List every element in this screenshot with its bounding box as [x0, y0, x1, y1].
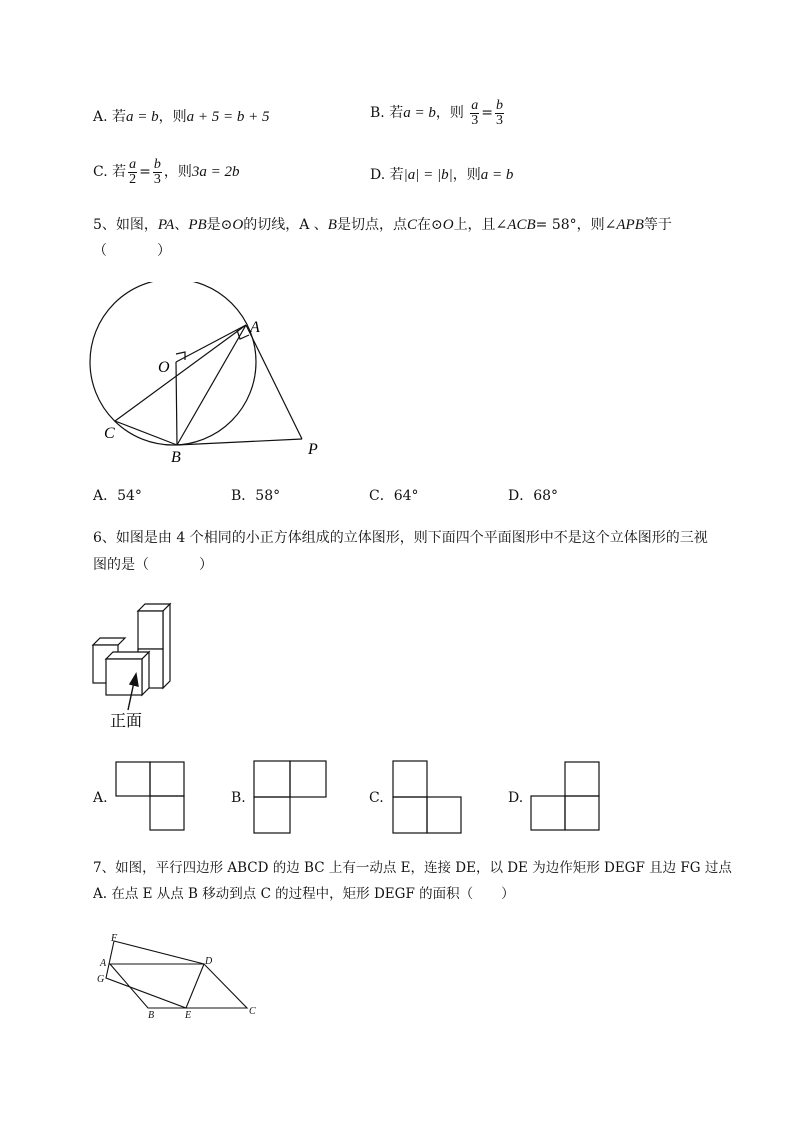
- label-p: P: [308, 441, 318, 458]
- fraction-a-over-3: $\frac{a}{3}$: [471, 97, 479, 128]
- q5-circle-tangent-figure: [88, 282, 338, 467]
- label-g: G: [97, 974, 105, 985]
- rectangle-degf: [106, 941, 204, 1008]
- segment-cb: [115, 421, 177, 445]
- q5-option-b: B．58°: [231, 488, 281, 504]
- label-a: A: [250, 319, 260, 336]
- right-angle-mark-o: [176, 352, 185, 360]
- label-d: D: [205, 956, 213, 967]
- q5-option-d: D．68°: [508, 488, 559, 504]
- q7-parallelogram-rectangle-figure: [92, 928, 267, 1023]
- q6-option-c-figure: [391, 759, 465, 835]
- label-f: F: [111, 933, 118, 944]
- q4-option-b: B. 若a = b，则 $\frac{a}{3}$ = $\frac{b}{3}$: [370, 97, 504, 128]
- q5-option-a: A．54°: [93, 488, 142, 504]
- q4-option-d: D. 若|a| = |b|，则a = b: [370, 167, 514, 183]
- tangent-pa: [246, 325, 302, 439]
- label-b7: B: [148, 1010, 155, 1021]
- q5-stem: 5、如图，PA、PB是⊙O的切线，A 、B是切点，点C在⊙O上，且∠ACB= 58°，则∠APB等于: [93, 217, 672, 233]
- q6-option-c-label: C.: [369, 790, 384, 806]
- q6-option-b-label: B.: [231, 790, 246, 806]
- q5-answer-paren: （ ）: [93, 243, 171, 259]
- q4-option-a: A. 若a = b，则a + 5 = b + 5: [93, 109, 270, 125]
- q6-stem-line2: 图的是（ ）: [93, 557, 213, 573]
- label-o: O: [158, 359, 170, 376]
- q6-option-d-label: D.: [508, 790, 524, 806]
- q7-stem-line2: A. 在点 E 从点 B 移动到点 C 的过程中，矩形 DEGF 的面积（ ）: [93, 886, 515, 902]
- parallelogram-abcd: [110, 964, 247, 1008]
- q6-option-d-figure: [529, 760, 603, 834]
- q4-option-c: C. 若 $\frac{a}{2}$ = $\frac{b}{3}$ ，则3a = 2b: [93, 156, 240, 187]
- q6-option-a-figure: [114, 760, 188, 834]
- q6-option-b-figure: [252, 759, 328, 835]
- fraction-b-over-3-c: $\frac{b}{3}$: [153, 156, 161, 187]
- label-b: B: [171, 449, 181, 466]
- q6-cube-solid-figure: [88, 598, 188, 738]
- label-c: C: [104, 425, 115, 442]
- segment-ca: [115, 325, 246, 421]
- label-e: E: [185, 1010, 192, 1021]
- fraction-a-over-2: $\frac{a}{2}$: [129, 156, 137, 187]
- fraction-b-over-3: $\frac{b}{3}$: [496, 97, 504, 128]
- front-view-label: 正面: [110, 713, 143, 730]
- label-c7: C: [249, 1006, 256, 1017]
- label-a7: A: [100, 958, 107, 969]
- q6-stem-line1: 6、如图是由 4 个相同的小正方体组成的立体图形，则下面四个平面图形中不是这个立体图形的三视: [93, 530, 708, 546]
- q6-option-a-label: A.: [93, 790, 108, 806]
- q5-option-c: C．64°: [369, 488, 419, 504]
- q7-stem-line1: 7、如图，平行四边形 ABCD 的边 BC 上有一动点 E，连接 DE，以 DE 为边作矩形 DEGF 且边 FG 过点: [93, 860, 732, 876]
- segment-ob: [176, 362, 177, 445]
